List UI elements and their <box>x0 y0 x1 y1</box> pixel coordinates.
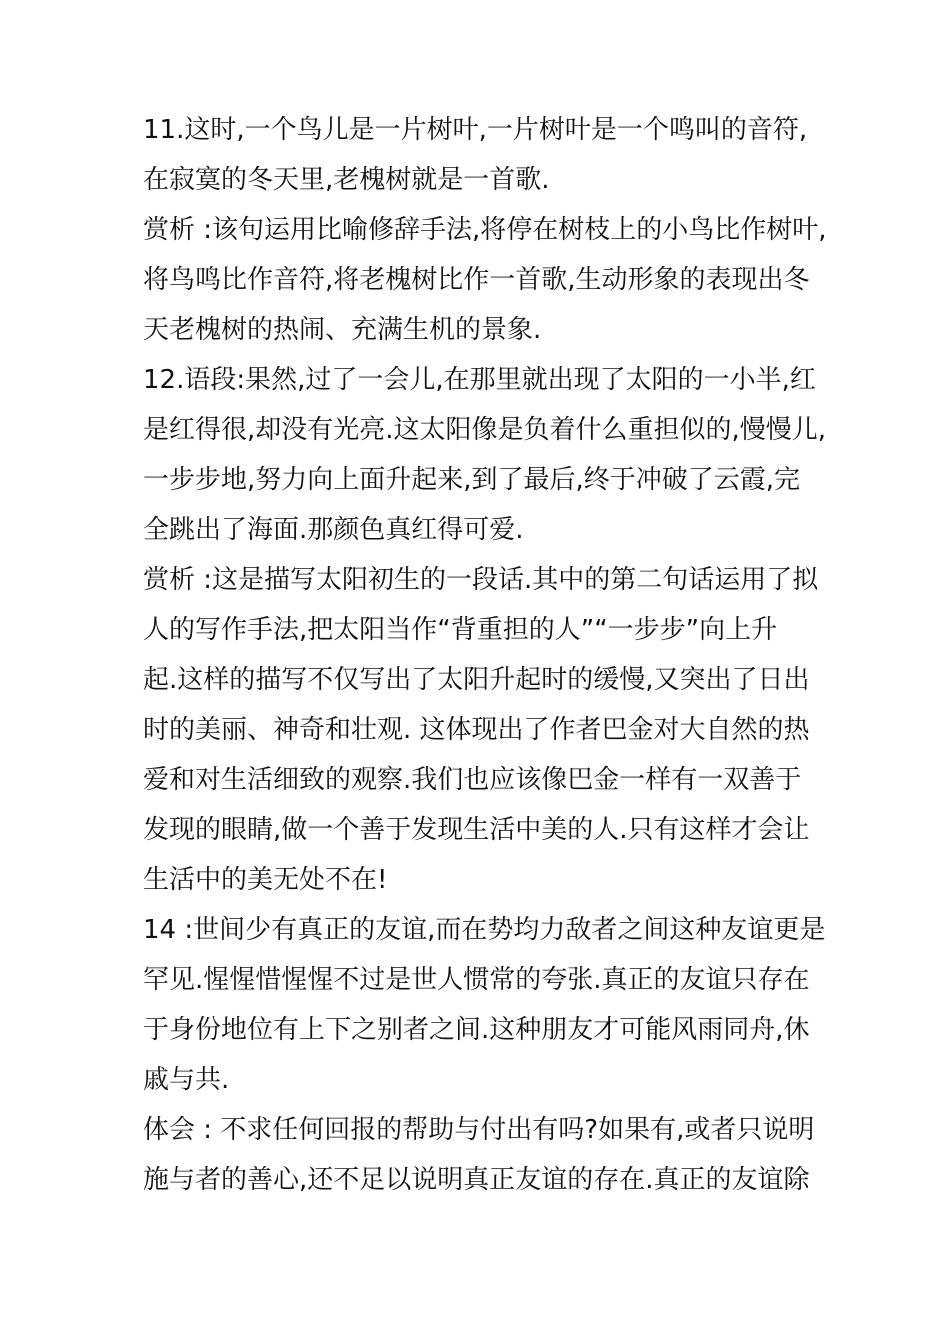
text-line: 一步步地,努力向上面升起来,到了最后,终于冲破了云霞,完 <box>143 465 801 495</box>
text-line: 罕见.惺惺惜惺惺不过是世人惯常的夸张.真正的友谊只存在 <box>143 965 810 995</box>
text-line: 戚与共. <box>143 1065 230 1095</box>
text-line: 于身份地位有上下之别者之间.这种朋友才可能风雨同舟,休 <box>143 1015 810 1045</box>
text-line: 全跳出了海面.那颜色真红得可爱. <box>143 515 524 545</box>
text-line: 12.语段:果然,过了一会儿,在那里就出现了太阳的一小半,红 <box>143 365 816 395</box>
text-line: 人的写作手法,把太阳当作“背重担的人”“一步步”向上升 <box>143 615 778 645</box>
text-line: 将鸟鸣比作音符,将老槐树比作一首歌,生动形象的表现出冬 <box>143 265 810 295</box>
text-line: 14 :世间少有真正的友谊,而在势均力敌者之间这种友谊更是 <box>143 915 826 945</box>
text-line: 时的美丽、神奇和壮观. 这体现出了作者巴金对大自然的热 <box>143 715 810 745</box>
text-line: 爱和对生活细致的观察.我们也应该像巴金一样有一双善于 <box>143 765 802 795</box>
text-line: 起.这样的描写不仅写出了太阳升起时的缓慢,又突出了日出 <box>143 665 810 695</box>
text-line: 11.这时,一个鸟儿是一片树叶,一片树叶是一个鸣叫的音符, <box>143 115 808 145</box>
text-line: 施与者的善心,还不足以说明真正友谊的存在.真正的友谊除 <box>143 1165 810 1195</box>
text-line: 是红得很,却没有光亮.这太阳像是负着什么重担似的,慢慢儿, <box>143 415 827 445</box>
text-line: 体会 : 不求任何回报的帮助与付出有吗?如果有,或者只说明 <box>143 1115 815 1145</box>
text-line: 天老槐树的热闹、充满生机的景象. <box>143 315 542 345</box>
text-line: 在寂寞的冬天里,老槐树就是一首歌. <box>143 165 550 195</box>
text-line: 赏析 :这是描写太阳初生的一段话.其中的第二句话运用了拟 <box>143 565 819 595</box>
document-body <box>143 105 827 1205</box>
text-line: 赏析 :该句运用比喻修辞手法,将停在树枝上的小鸟比作树叶, <box>143 215 827 245</box>
text-line: 发现的眼睛,做一个善于发现生活中美的人.只有这样才会让 <box>143 815 810 845</box>
text-line: 生活中的美无处不在! <box>143 865 388 895</box>
